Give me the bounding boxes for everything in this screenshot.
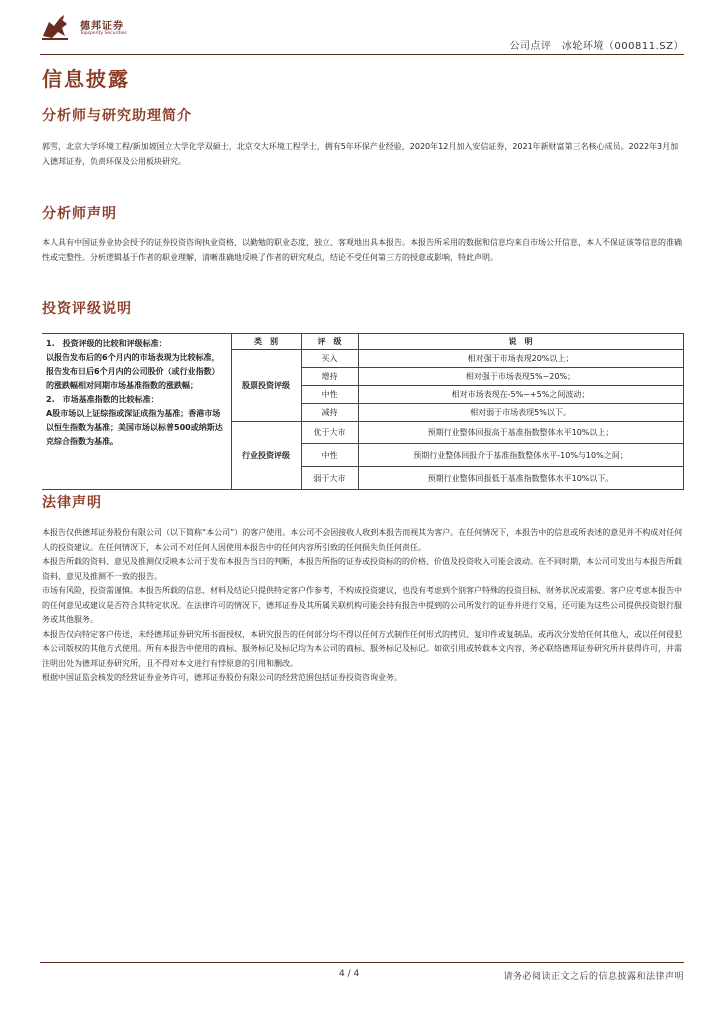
- desc-cell: 预期行业整体回报低于基准指数整体水平10%以下。: [358, 467, 683, 490]
- header-category: 类 别: [231, 334, 301, 350]
- page-title: 信息披露: [42, 67, 130, 91]
- analyst-statement-text: 本人具有中国证券业协会授予的证券投资咨询执业资格，以勤勉的职业态度，独立、客观地出具本报告。本报告所采用的数据和信息均来自市场公开信息，本人不保证该等信息的准确性或完整性。分析逻辑基于作者的职业理解，清晰准确地反映了作者的研究观点，结论不受任何第三方的授意或影响，特此声明。: [42, 238, 682, 262]
- criteria-text-1: 以报告发布后的6个月内的市场表现为比较标准，报告发布日后6个月内的公司股价（或行业指数）的涨跌幅相对同期市场基准指数的涨跌幅；: [46, 353, 220, 390]
- rating-criteria-cell: [42, 334, 231, 490]
- rating-cell: 中性: [301, 386, 358, 404]
- rating-cell: 减持: [301, 404, 358, 422]
- brand-subtitle: Topsperity Securities: [80, 31, 127, 36]
- company-logo: [40, 14, 160, 42]
- table-header-row: [42, 334, 683, 350]
- bull-logo-icon: [40, 14, 70, 42]
- criteria-text-2: A股市场以上证综指或深证成指为基准；香港市场以恒生指数为基准；美国市场以标普500或纳斯达克综合指数为基准。: [46, 409, 223, 446]
- header-desc: 说 明: [358, 334, 683, 350]
- rating-cell: 弱于大市: [301, 467, 358, 490]
- desc-cell: 预期行业整体回报高于基准指数整体水平10%以上；: [358, 422, 683, 444]
- footer-divider: [40, 962, 684, 963]
- legal-paragraph-5: 根据中国证监会核发的经营证券业务许可，德邦证券股份有限公司的经营范围包括证券投资咨询业务。: [42, 673, 402, 682]
- desc-cell: 相对弱于市场表现5%以下。: [358, 404, 683, 422]
- legal-paragraph-3: 市场有风险，投资需谨慎。本报告所载的信息、材料及结论只提供特定客户作参考，不构成投资建议，也没有考虑到个别客户特殊的投资目标、财务状况或需要。客户应考虑本报告中的任何意见或建议是否符合其特定状况。在法律许可的情况下，德邦证券及其所属关联机构可能会持有报告中提到的公司所发行的证券并进行交易，还可能为这些公司提供投资银行服务或其他服务。: [42, 586, 682, 624]
- analyst-intro-text: 郭雪，北京大学环境工程/新加坡国立大学化学双硕士，北京交大环境工程学士，拥有5年环保产业经验，2020年12月加入安信证券，2021年新财富第三名核心成员。2022年3月加入德邦证券，负责环保及公用板块研究。: [42, 142, 679, 166]
- rating-cell: 增持: [301, 368, 358, 386]
- rating-table: [42, 333, 684, 490]
- criteria-heading-1: 1. 投资评级的比较和评级标准：: [46, 339, 167, 348]
- legal-paragraph-2: 本报告所载的资料、意见及推测仅反映本公司于发布本报告当日的判断，本报告所指的证券或投资标的的价格、价值及投资收入可能会波动。在不同时期，本公司可发出与本报告所载资料、意见及推测不一致的报告。: [42, 557, 682, 581]
- legal-paragraph-1: 本报告仅供德邦证券股份有限公司（以下简称“本公司”）的客户使用。本公司不会因接收人收到本报告而视其为客户。在任何情况下，本报告中的信息或所表述的意见并不构成对任何人的投资建议。在任何情况下，本公司不对任何人因使用本报告中的任何内容所引致的任何损失负任何责任。: [42, 528, 683, 552]
- desc-cell: 相对强于市场表现5%~20%；: [358, 368, 683, 386]
- desc-cell: 相对市场表现在-5%~+5%之间波动；: [358, 386, 683, 404]
- report-info: 公司点评 冰轮环境（000811.SZ）: [509, 41, 684, 52]
- desc-cell: 预期行业整体回报介于基准指数整体水平-10%与10%之间；: [358, 444, 683, 467]
- rating-cell: 买入: [301, 350, 358, 368]
- legal-title: 法律声明: [42, 495, 102, 511]
- analyst-statement-title: 分析师声明: [42, 206, 117, 222]
- brand-name: 德邦证券: [80, 21, 124, 32]
- analyst-intro-title: 分析师与研究助理简介: [42, 108, 192, 124]
- criteria-heading-2: 2. 市场基准指数的比较标准：: [46, 395, 159, 404]
- legal-paragraph-4: 本报告仅向特定客户传送，未经德邦证券研究所书面授权，本研究报告的任何部分均不得以任何方式制作任何形式的拷贝、复印件或复制品，或再次分发给任何其他人，或以任何侵犯本公司版权的其他方式使用。所有本报告中使用的商标、服务标记及标记均为本公司的商标、服务标记及标记。如欲引用或转载本文内容，务必联络德邦证券研究所并获得许可，并需注明出处为德邦证券研究所，且不得对本文进行有悖原意的引用和删改。: [42, 629, 682, 668]
- footer-note: 请务必阅读正文之后的信息披露和法律声明: [503, 972, 684, 982]
- industry-category: 行业投资评级: [231, 422, 301, 490]
- header-rating: 评 级: [301, 334, 358, 350]
- desc-cell: 相对强于市场表现20%以上；: [358, 350, 683, 368]
- rating-cell: 中性: [301, 444, 358, 467]
- legal-body: [42, 526, 684, 686]
- rating-cell: 优于大市: [301, 422, 358, 444]
- header-divider: [40, 54, 684, 55]
- stock-category: 股票投资评级: [231, 350, 301, 422]
- page-number: 4 / 4: [339, 969, 360, 979]
- rating-title: 投资评级说明: [42, 301, 132, 317]
